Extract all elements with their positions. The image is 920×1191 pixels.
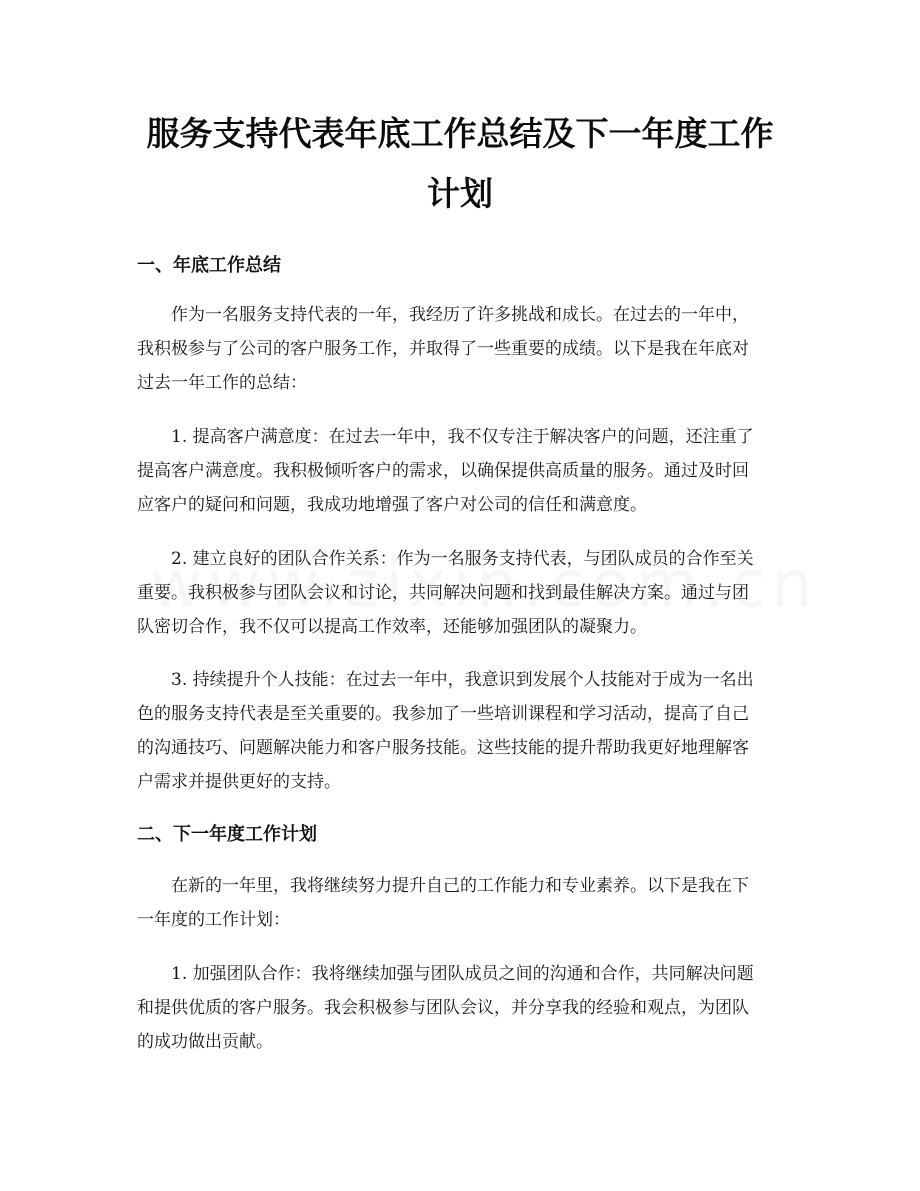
text-line: 在新的一年里，我将继续努力提升自己的工作能力和专业素养。以下是我在下 xyxy=(171,876,749,896)
text-line: 队密切合作，我不仅可以提高工作效率，还能够加强团队的凝聚力。 xyxy=(137,617,647,637)
document-title xyxy=(120,104,800,224)
text-line: 重要。我积极参与团队会议和讨论，共同解决问题和找到最佳解决方案。通过与团 xyxy=(137,583,749,603)
text-line: 提高客户满意度。我积极倾听客户的需求，以确保提供高质量的服务。通过及时回 xyxy=(137,461,749,481)
paragraph xyxy=(137,957,787,1059)
text-line: 3. 持续提升个人技能：在过去一年中，我意识到发展个人技能对于成为一名出 xyxy=(171,670,754,690)
paragraph xyxy=(137,298,787,400)
paragraph xyxy=(137,869,787,937)
section-heading: 二、下一年度工作计划 xyxy=(137,824,317,845)
text-line: 的沟通技巧、问题解决能力和客户服务技能。这些技能的提升帮助我更好地理解客 xyxy=(137,738,749,758)
text-line: 和提供优质的客户服务。我会积极参与团队会议，并分享我的经验和观点，为团队 xyxy=(137,998,749,1018)
text-line: 过去一年工作的总结： xyxy=(137,373,307,393)
text-line: 1. 加强团队合作：我将继续加强与团队成员之间的沟通和合作，共同解决问题 xyxy=(171,964,754,984)
paragraph xyxy=(137,420,787,522)
text-line: 户需求并提供更好的支持。 xyxy=(137,772,341,792)
text-line: 1. 提高客户满意度：在过去一年中，我不仅专注于解决客户的问题，还注重了 xyxy=(171,427,754,447)
text-line: 一年度的工作计划： xyxy=(137,910,290,930)
title-line: 服务支持代表年底工作总结及下一年度工作 xyxy=(146,114,774,153)
paragraph xyxy=(137,542,787,644)
text-line: 色的服务支持代表是至关重要的。我参加了一些培训课程和学习活动，提高了自己 xyxy=(137,704,749,724)
title-line: 计划 xyxy=(427,174,493,213)
paragraph xyxy=(137,663,787,799)
text-line: 2. 建立良好的团队合作关系：作为一名服务支持代表，与团队成员的合作至关 xyxy=(171,549,754,569)
text-line: 应客户的疑问和问题，我成功地增强了客户对公司的信任和满意度。 xyxy=(137,495,647,515)
text-line: 我积极参与了公司的客户服务工作，并取得了一些重要的成绩。以下是我在年底对 xyxy=(137,339,749,359)
text-line: 的成功做出贡献。 xyxy=(137,1032,273,1052)
text-line: 作为一名服务支持代表的一年，我经历了许多挑战和成长。在过去的一年中， xyxy=(171,305,749,325)
section-heading: 一、年底工作总结 xyxy=(137,255,281,276)
